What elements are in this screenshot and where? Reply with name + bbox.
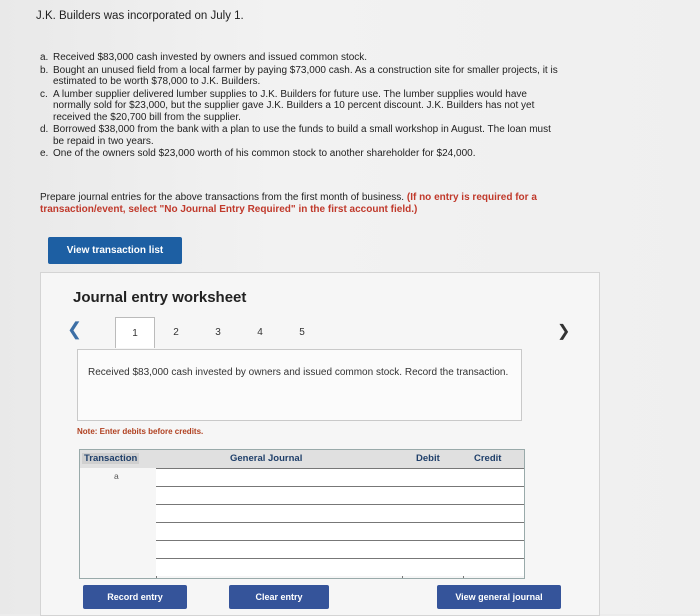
debit-credit-note: Note: Enter debits before credits. — [77, 427, 204, 436]
tab-5[interactable]: 5 — [299, 326, 305, 338]
chevron-right-icon[interactable]: ❯ — [557, 323, 571, 340]
intro-text: J.K. Builders was incorporated on July 1. — [36, 10, 244, 22]
instructions — [40, 192, 600, 216]
instructions-main: Prepare journal entries for the above transactions from the first month of business. — [40, 192, 405, 203]
chevron-left-icon[interactable]: ❮ — [67, 319, 83, 339]
transaction-panel — [77, 349, 522, 421]
journal-table — [79, 449, 525, 579]
record-entry-button[interactable]: Record entry — [83, 585, 187, 609]
panel-text: Received $83,000 cash invested by owners and issued common stock. Record the transaction. — [88, 367, 509, 378]
view-general-journal-button[interactable]: View general journal — [437, 585, 561, 609]
clear-entry-button[interactable]: Clear entry — [229, 585, 329, 609]
worksheet-tabs — [115, 319, 323, 348]
worksheet-title: Journal entry worksheet — [73, 289, 247, 306]
table-row[interactable] — [156, 504, 524, 522]
transaction-list — [40, 52, 560, 161]
table-header — [80, 450, 524, 468]
tab-4[interactable]: 4 — [257, 326, 263, 338]
table-row[interactable] — [156, 486, 524, 504]
transaction-item: c. A lumber supplier delivered lumber supplies to J.K. Builders for future use. The lumber supplies would have normally sold for $23,000, but the supplier gave J.K. Builders a 10 percent discount. J.K. Builders has not yet received the $20,700 bill from the supplier. — [40, 88, 535, 123]
tab-3[interactable]: 3 — [215, 326, 221, 338]
table-row[interactable] — [156, 540, 524, 558]
view-transaction-list-button[interactable]: View transaction list — [48, 237, 182, 264]
journal-worksheet — [40, 272, 600, 616]
instructions-note: (If no entry is required for a transaction/event, select "No Journal Entry Required" in the first account field.) — [40, 192, 537, 215]
transaction-label: a — [114, 471, 119, 481]
transaction-item: b. Bought an unused field from a local farmer by paying $73,000 cash. As a construction site for smaller projects, it is estimated to be worth $78,000 to J.K. Builders. — [40, 64, 558, 87]
table-row[interactable] — [156, 558, 524, 576]
transaction-item: a. Received $83,000 cash invested by owners and issued common stock. — [40, 52, 368, 63]
header-debit: Debit — [416, 453, 440, 464]
table-row[interactable] — [156, 468, 524, 486]
transaction-item: e. One of the owners sold $23,000 worth of his common stock to another shareholder for $24,000. — [40, 148, 476, 159]
transaction-item: d. Borrowed $38,000 from the bank with a plan to use the funds to build a small workshop in August. The loan must be repaid in two years. — [40, 124, 551, 147]
header-transaction: Transaction — [84, 453, 138, 464]
table-row[interactable] — [156, 522, 524, 540]
header-general-journal: General Journal — [230, 453, 303, 464]
tab-1[interactable]: 1 — [115, 317, 155, 348]
header-credit: Credit — [474, 453, 502, 464]
tab-2[interactable]: 2 — [173, 326, 179, 338]
